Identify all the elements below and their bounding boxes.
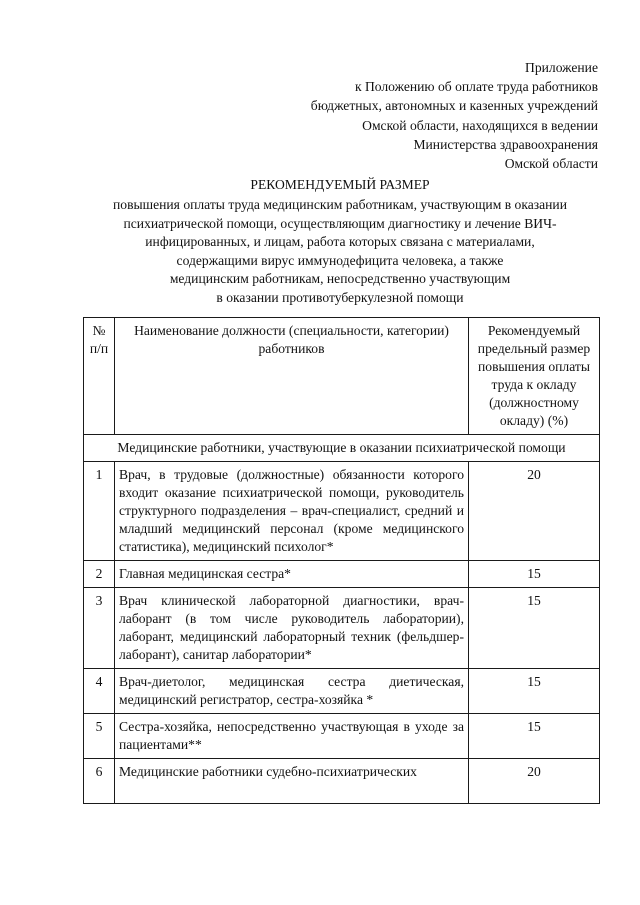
table-header-row	[84, 318, 600, 435]
subtitle-line: содержащими вирус иммунодефицита человека, а также	[176, 252, 504, 268]
row-num: 4	[84, 669, 115, 714]
table-row	[84, 462, 600, 561]
row-percent: 20	[469, 462, 600, 561]
subtitle-line: психиатрической помощи, осуществляющим диагностику и лечение ВИЧ-	[123, 215, 557, 231]
section-title: Медицинские работники, участвующие в оказании психиатрической помощи	[84, 435, 600, 462]
table-row	[84, 759, 600, 804]
table-section-row	[84, 435, 600, 462]
row-num: 2	[84, 561, 115, 588]
row-percent: 20	[469, 759, 600, 804]
appendix-line: Омской области	[504, 156, 598, 172]
subtitle-line: инфицированных, и лицам, работа которых связана с материалами,	[145, 234, 535, 249]
appendix-line: Омской области, находящихся в ведении	[362, 117, 598, 133]
document-title: РЕКОМЕНДУЕМЫЙ РАЗМЕР	[250, 177, 430, 192]
table-row	[84, 561, 600, 588]
table-row	[84, 588, 600, 669]
row-position: Медицинские работники судебно-психиатрических	[115, 759, 469, 804]
appendix-line: Министерства здравоохранения	[413, 136, 598, 152]
row-num: 1	[84, 462, 115, 561]
appendix-reference	[238, 58, 598, 173]
header-position: Наименование должности (специальности, категории) работников	[115, 318, 469, 435]
table-row	[84, 714, 600, 759]
appendix-line: бюджетных, автономных и казенных учреждений	[310, 98, 598, 114]
header-num: № п/п	[84, 318, 115, 435]
table-row	[84, 669, 600, 714]
document-subtitle	[90, 196, 590, 307]
row-position: Врач, в трудовые (должностные) обязанности которого входит оказание психиатрической помощи, руководитель структурного подразделения – врач-специалист, средний и младший медицинский персонал (кроме медицинского статистика), медицинский психолог*	[115, 462, 469, 561]
row-num: 6	[84, 759, 115, 804]
row-position: Врач-диетолог, медицинская сестра диетическая, медицинский регистратор, сестра-хозяйка *	[115, 669, 469, 714]
row-position: Сестра-хозяйка, непосредственно участвующая в уходе за пациентами**	[115, 714, 469, 759]
row-position: Главная медицинская сестра*	[115, 561, 469, 588]
row-position: Врач клинической лабораторной диагностики, врач-лаборант (в том числе руководитель лаборатории), лаборант, медицинский лабораторный техник (фельдшер-лаборант), санитар лаборатории*	[115, 588, 469, 669]
header-percent: Рекомендуемый предельный размер повышения оплаты труда к окладу (должностному окладу) (%)	[469, 318, 600, 435]
subtitle-line: повышения оплаты труда медицинским работникам, участвующим в оказании	[113, 197, 567, 212]
row-num: 3	[84, 588, 115, 669]
row-percent: 15	[469, 561, 600, 588]
rates-table	[83, 317, 600, 804]
subtitle-line: медицинским работникам, непосредственно участвующим	[169, 271, 511, 286]
row-percent: 15	[469, 714, 600, 759]
row-percent: 15	[469, 588, 600, 669]
appendix-line: к Положению об оплате труда работников	[354, 79, 598, 95]
row-num: 5	[84, 714, 115, 759]
row-percent: 15	[469, 669, 600, 714]
subtitle-line: в оказании противотуберкулезной помощи	[216, 289, 464, 305]
appendix-line: Приложение	[525, 60, 598, 75]
